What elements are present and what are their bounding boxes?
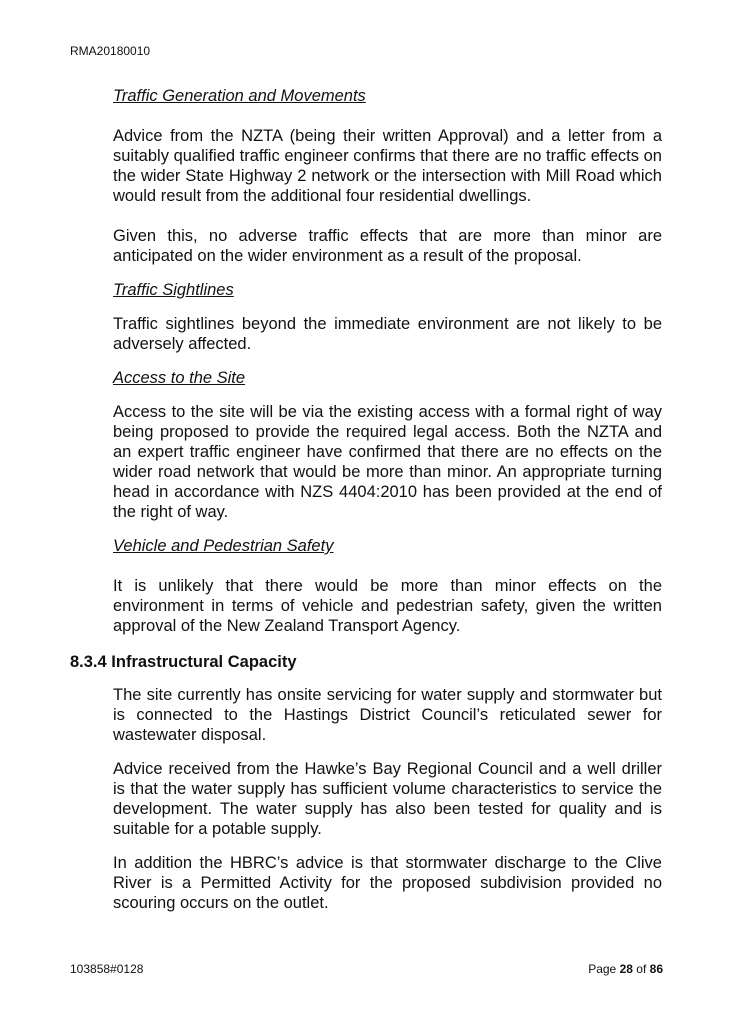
- infrastructural-capacity-heading: 8.3.4 Infrastructural Capacity: [70, 653, 297, 671]
- traffic-generation-heading: Traffic Generation and Movements: [113, 87, 366, 105]
- infrastructural-section: [113, 685, 662, 913]
- page-prefix: Page: [588, 962, 617, 976]
- access-paragraph: Access to the site will be via the existing access with a formal right of way being proposed to provide the required legal access. Both the NZTA and an expert traffic engineer have confirmed that there are no effects on the wider road network that would be more than minor. An appropriate turning head in accordance with NZS 4404:2010 has been provided at the end of the right of way.: [113, 403, 662, 521]
- footer-document-number: 103858#0128: [70, 962, 144, 976]
- infrastructural-paragraph-2: Advice received from the Hawke’s Bay Regional Council and a well driller is that the water supply has sufficient volume characteristics to service the development. The water supply has also been tested for quality and is suitable for a potable supply.: [113, 760, 662, 838]
- page-total: 86: [649, 962, 663, 976]
- access-heading: Access to the Site: [113, 369, 246, 387]
- page-of: of: [636, 962, 647, 976]
- traffic-section: [113, 86, 662, 636]
- infrastructural-paragraph-1: The site currently has onsite servicing for water supply and stormwater but is connected to the Hastings District Council’s reticulated sewer for wastewater disposal.: [113, 686, 662, 744]
- infrastructural-paragraph-3: In addition the HBRC’s advice is that stormwater discharge to the Clive River is a Permitted Activity for the proposed subdivision provided no scouring occurs on the outlet.: [113, 854, 662, 912]
- vehicle-safety-paragraph: It is unlikely that there would be more than minor effects on the environment in terms of vehicle and pedestrian safety, given the written approval of the New Zealand Transport Agency.: [113, 577, 662, 635]
- traffic-generation-paragraph-2: Given this, no adverse traffic effects that are more than minor are anticipated on the wider environment as a result of the proposal.: [113, 227, 662, 265]
- page-number: [588, 962, 663, 976]
- traffic-sightlines-heading: Traffic Sightlines: [113, 281, 234, 299]
- vehicle-safety-heading: Vehicle and Pedestrian Safety: [113, 537, 334, 555]
- traffic-generation-paragraph-1: Advice from the NZTA (being their written Approval) and a letter from a suitably qualified traffic engineer confirms that there are no traffic effects on the wider State Highway 2 network or the intersection with Mill Road which would result from the additional four residential dwellings.: [113, 127, 662, 205]
- document-reference: RMA20180010: [70, 44, 151, 58]
- traffic-sightlines-paragraph: Traffic sightlines beyond the immediate environment are not likely to be adversely affected.: [113, 315, 662, 353]
- page-current: 28: [619, 962, 633, 976]
